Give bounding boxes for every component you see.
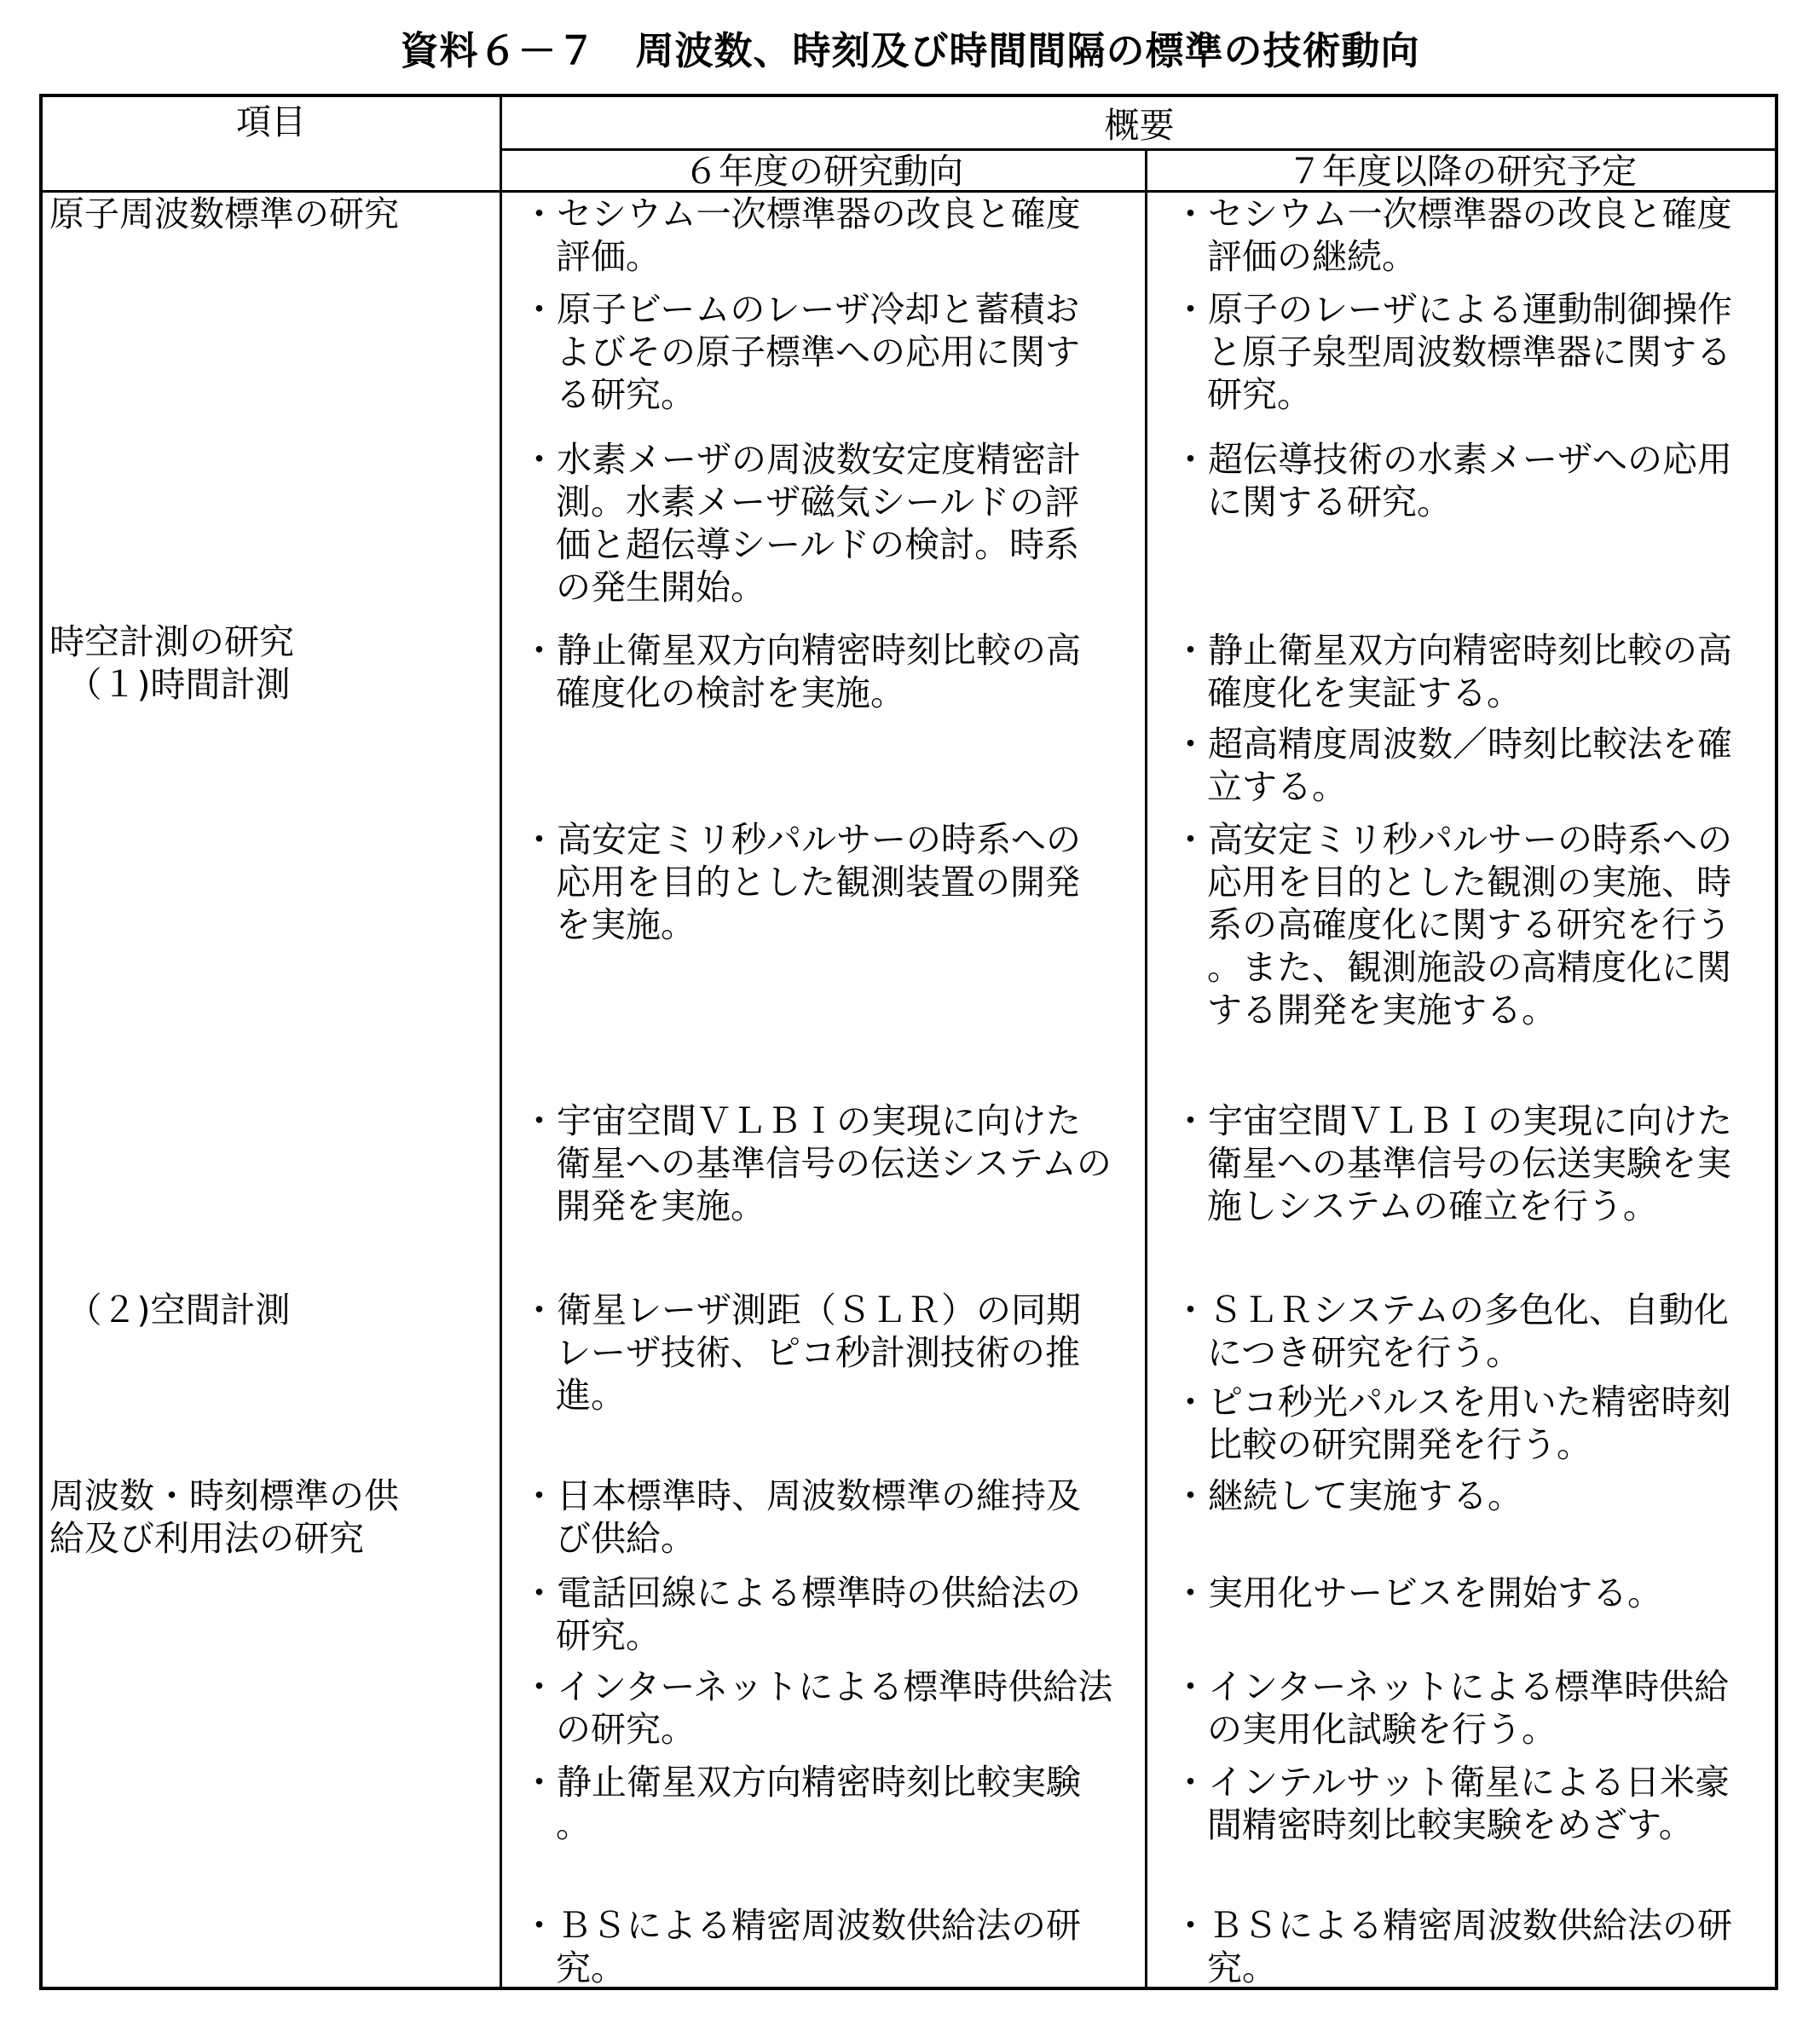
fy6-entry: ・静止衛星双方向精密時刻比較の高確度化の検討を実施。 [522, 630, 1081, 713]
fy6-entry: ・電話回線による標準時の供給法の研究。 [522, 1572, 1081, 1656]
fy7-entry: ・インテルサット衛星による日米豪間精密時刻比較実験をめざす。 [1173, 1762, 1730, 1845]
fy6-entry: ・高安定ミリ秒パルサーの時系への応用を目的とした観測装置の開発を実施。 [522, 819, 1081, 945]
fy6-entry: ・原子ビームのレーザ冷却と蓄積およびその原子標準への応用に関する研究。 [522, 289, 1080, 415]
fy6-entry: ・ＢＳによる精密周波数供給法の研究。 [522, 1905, 1081, 1988]
fy7-entry: ・宇宙空間ＶＬＢＩの実現に向けた衛星への基準信号の伝送実験を実施しシステムの確立を行う。 [1173, 1100, 1732, 1226]
column-divider-fy [1145, 150, 1147, 1988]
header-plan-fy7: ７年度以降の研究予定 [1287, 151, 1637, 192]
document-title: 資料６－７ 周波数、時刻及び時間間隔の標準の技術動向 [400, 28, 1420, 73]
fy7-entry: ・原子のレーザによる運動制御操作と原子泉型周波数標準器に関する研究。 [1173, 289, 1732, 415]
item-atomic-frequency-standard: 原子周波数標準の研究 [49, 193, 399, 234]
fy7-entry: ・ピコ秒光パルスを用いた精密時刻比較の研究開発を行う。 [1173, 1382, 1731, 1465]
fy7-entry: ・ＢＳによる精密周波数供給法の研究。 [1173, 1905, 1732, 1988]
fy6-entry: ・セシウム一次標準器の改良と確度評価。 [522, 193, 1081, 277]
fy6-entry: ・インターネットによる標準時供給法の研究。 [522, 1666, 1113, 1750]
fy7-entry: ・セシウム一次標準器の改良と確度評価の継続。 [1173, 193, 1732, 277]
fy7-entry: ・継続して実施する。 [1173, 1475, 1522, 1516]
fy7-entry: ・超高精度周波数／時刻比較法を確立する。 [1173, 724, 1732, 807]
column-divider-item [500, 95, 502, 1988]
fy6-entry: ・日本標準時、周波数標準の維持及び供給。 [522, 1475, 1081, 1559]
header-research-fy6: ６年度の研究動向 [684, 151, 963, 192]
fy7-entry: ・実用化サービスを開始する。 [1173, 1572, 1662, 1613]
header-overview: 概要 [1104, 105, 1175, 146]
item-frequency-time-supply: 周波数・時刻標準の供 給及び利用法の研究 [49, 1475, 399, 1559]
fy6-entry: ・静止衛星双方向精密時刻比較実験。 [522, 1762, 1081, 1845]
item-space-measurement: （２)空間計測 [49, 1290, 291, 1330]
fy6-entry: ・衛星レーザ測距（ＳＬＲ）の同期レーザ技術、ピコ秒計測技術の推進。 [522, 1290, 1081, 1416]
fy7-entry: ・超伝導技術の水素メーザへの応用に関する研究。 [1173, 439, 1732, 522]
fy6-entry: ・宇宙空間ＶＬＢＩの実現に向けた衛星への基準信号の伝送システムの開発を実施。 [522, 1100, 1112, 1226]
fy7-entry: ・インターネットによる標準時供給の実用化試験を行う。 [1173, 1666, 1730, 1750]
item-spacetime-time-measurement: 時空計測の研究 （１)時間計測 [49, 621, 294, 705]
fy6-entry: ・水素メーザの周波数安定度精密計測。水素メーザ磁気シールドの評価と超伝導シールドの検討。時系の発生開始。 [522, 439, 1081, 608]
fy7-entry: ・静止衛星双方向精密時刻比較の高確度化を実証する。 [1173, 630, 1732, 713]
fy7-entry: ・高安定ミリ秒パルサーの時系への応用を目的とした観測の実施、時系の高確度化に関する研究を行う。また、観測施設の高精度化に関する開発を実施する。 [1173, 819, 1732, 1030]
fy7-entry: ・ＳＬＲシステムの多色化、自動化につき研究を行う。 [1173, 1290, 1729, 1373]
header-item: 項目 [236, 101, 306, 142]
